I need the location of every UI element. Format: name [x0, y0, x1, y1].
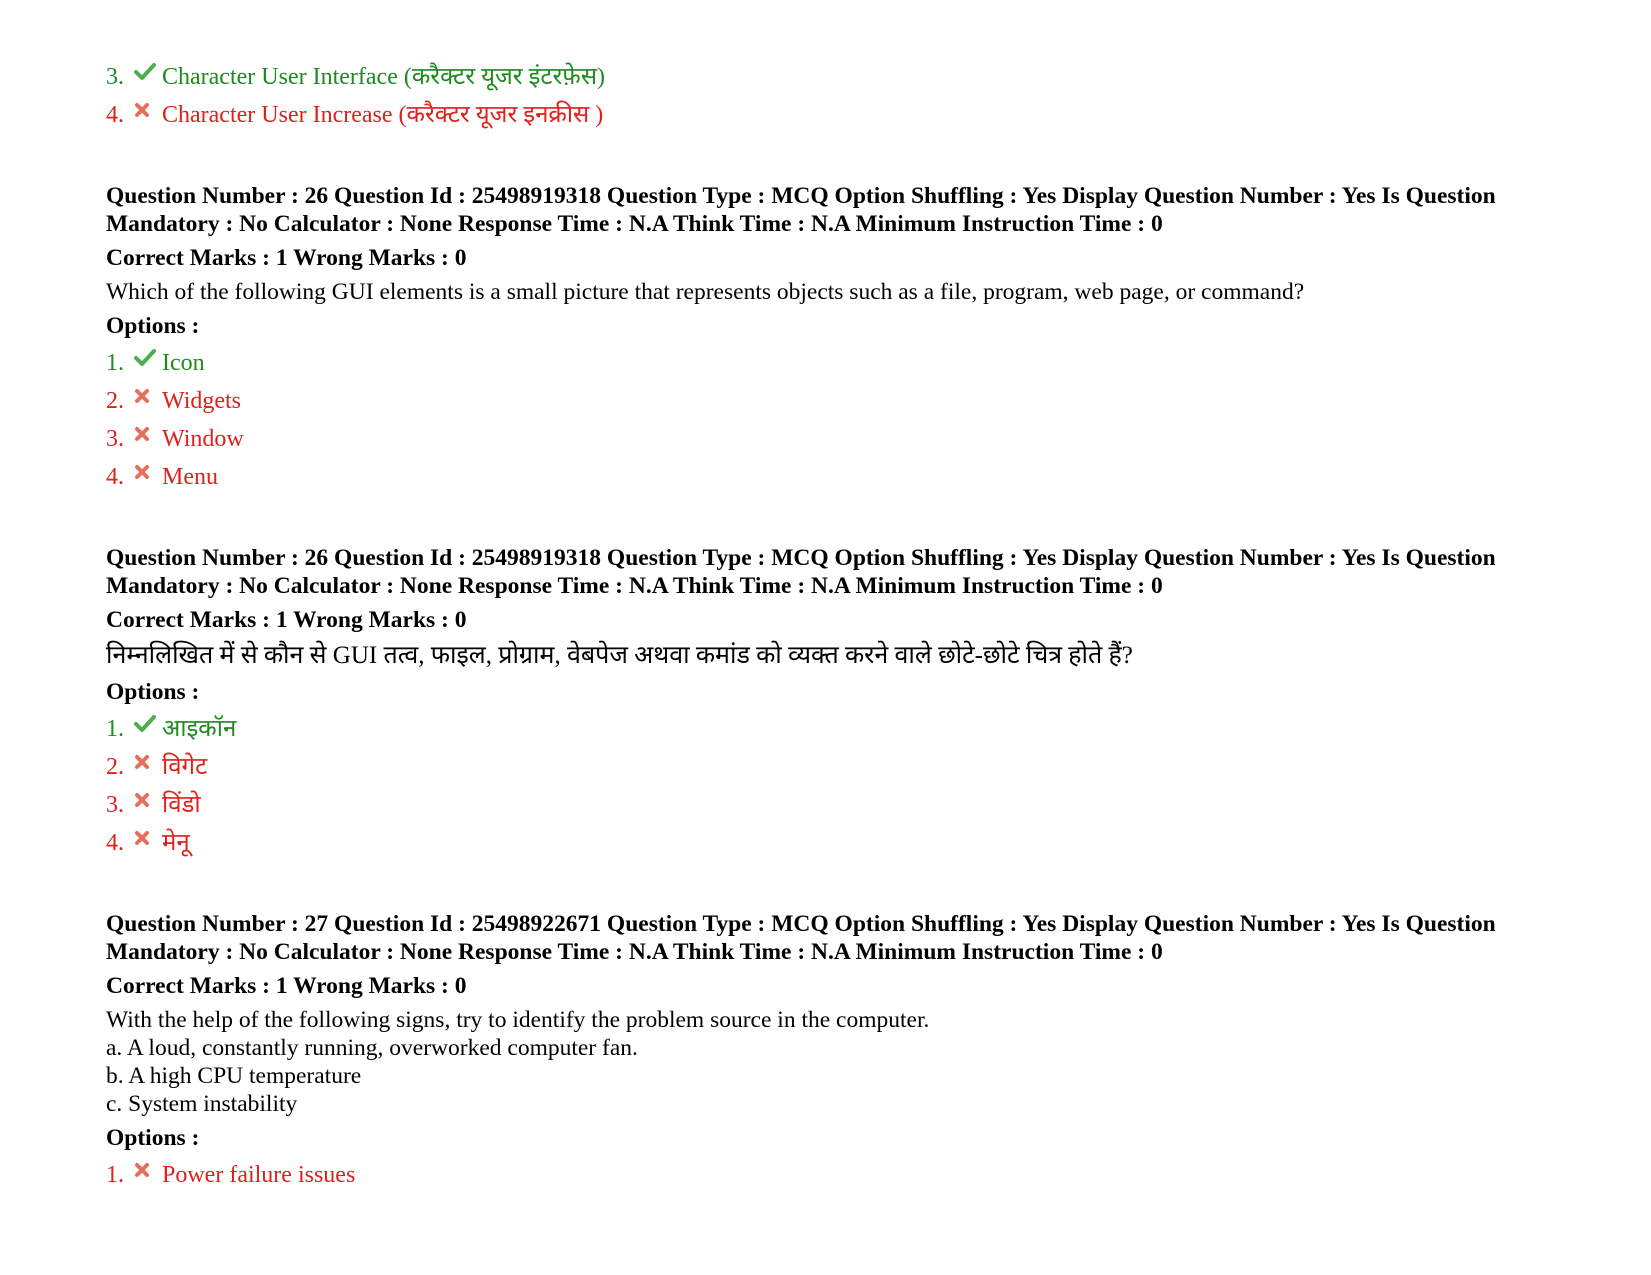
options-label: Options :: [106, 313, 200, 339]
cross-icon: [134, 1162, 162, 1178]
option-number: 1.: [106, 716, 124, 742]
option-number: 3.: [106, 426, 124, 452]
cross-icon: [134, 792, 162, 808]
option-number: 2.: [106, 754, 124, 780]
check-icon: [134, 63, 162, 81]
option-number: 1.: [106, 1162, 124, 1188]
option-text: Character User Increase (करैक्टर यूजर इनक्रीस ): [162, 102, 604, 128]
option-text: विंडो: [162, 792, 201, 818]
option-text: Icon: [162, 350, 205, 376]
question-text: With the help of the following signs, try to identify the problem source in the computer.: [106, 1007, 930, 1033]
question-line: c. System instability: [106, 1091, 298, 1117]
question-block: [106, 910, 1651, 1194]
cross-icon: [134, 426, 162, 442]
prev-question-options: [106, 58, 1651, 134]
option-row: [106, 382, 1651, 420]
cross-icon: [134, 102, 162, 118]
option-number: 3.: [106, 792, 124, 818]
question-line: a. A loud, constantly running, overworked computer fan.: [106, 1035, 638, 1061]
option-row: [106, 786, 1651, 824]
option-row: [106, 58, 1651, 96]
option-row: [106, 344, 1651, 382]
option-number: 4.: [106, 464, 124, 490]
question-marks: Correct Marks : 1 Wrong Marks : 0: [106, 245, 467, 271]
question-marks: Correct Marks : 1 Wrong Marks : 0: [106, 607, 467, 633]
option-text: आइकॉन: [162, 716, 237, 742]
question-block: [106, 182, 1651, 496]
option-number: 4.: [106, 102, 124, 128]
question-meta: Question Number : 26 Question Id : 25498919318 Question Type : MCQ Option Shuffling : Yes Display Question Number : Yes Is Question Mandatory : No Calculator : None Response Time : N.A Think Time : N.A Minimum Instruction Time : 0: [106, 545, 1496, 599]
option-number: 4.: [106, 830, 124, 856]
option-number: 1.: [106, 350, 124, 376]
check-icon: [134, 715, 162, 733]
option-row: [106, 824, 1651, 862]
option-row: [106, 96, 1651, 134]
check-icon: [134, 349, 162, 367]
option-text: Menu: [162, 464, 218, 490]
option-row: [106, 710, 1651, 748]
option-row: [106, 420, 1651, 458]
cross-icon: [134, 754, 162, 770]
cross-icon: [134, 388, 162, 404]
option-text: Widgets: [162, 388, 242, 414]
question-meta: Question Number : 26 Question Id : 25498919318 Question Type : MCQ Option Shuffling : Yes Display Question Number : Yes Is Question Mandatory : No Calculator : None Response Time : N.A Think Time : N.A Minimum Instruction Time : 0: [106, 183, 1496, 237]
option-text: Window: [162, 426, 244, 452]
option-text: Power failure issues: [162, 1162, 356, 1188]
option-row: [106, 748, 1651, 786]
question-marks: Correct Marks : 1 Wrong Marks : 0: [106, 973, 467, 999]
options-label: Options :: [106, 679, 200, 705]
option-text: विगेट: [162, 754, 208, 780]
option-text: मेनू: [162, 830, 190, 856]
option-row: [106, 1156, 1651, 1194]
cross-icon: [134, 830, 162, 846]
question-text: Which of the following GUI elements is a small picture that represents objects such as a file, program, web page, or command?: [106, 279, 1305, 305]
option-number: 2.: [106, 388, 124, 414]
cross-icon: [134, 464, 162, 480]
option-text: Character User Interface (करैक्टर यूजर इंटरफ़ेस): [162, 64, 606, 90]
question-line: b. A high CPU temperature: [106, 1063, 362, 1089]
option-row: [106, 458, 1651, 496]
option-number: 3.: [106, 64, 124, 90]
question-block: [106, 544, 1651, 862]
question-text: निम्नलिखित में से कौन से GUI तत्व, फाइल, प्रोग्राम, वेबपेज अथवा कमांड को व्यक्त करने वाले छोटे-छोटे चित्र होते हैं?: [106, 642, 1133, 669]
question-meta: Question Number : 27 Question Id : 25498922671 Question Type : MCQ Option Shuffling : Yes Display Question Number : Yes Is Question Mandatory : No Calculator : None Response Time : N.A Think Time : N.A Minimum Instruction Time : 0: [106, 911, 1496, 965]
options-label: Options :: [106, 1125, 200, 1151]
